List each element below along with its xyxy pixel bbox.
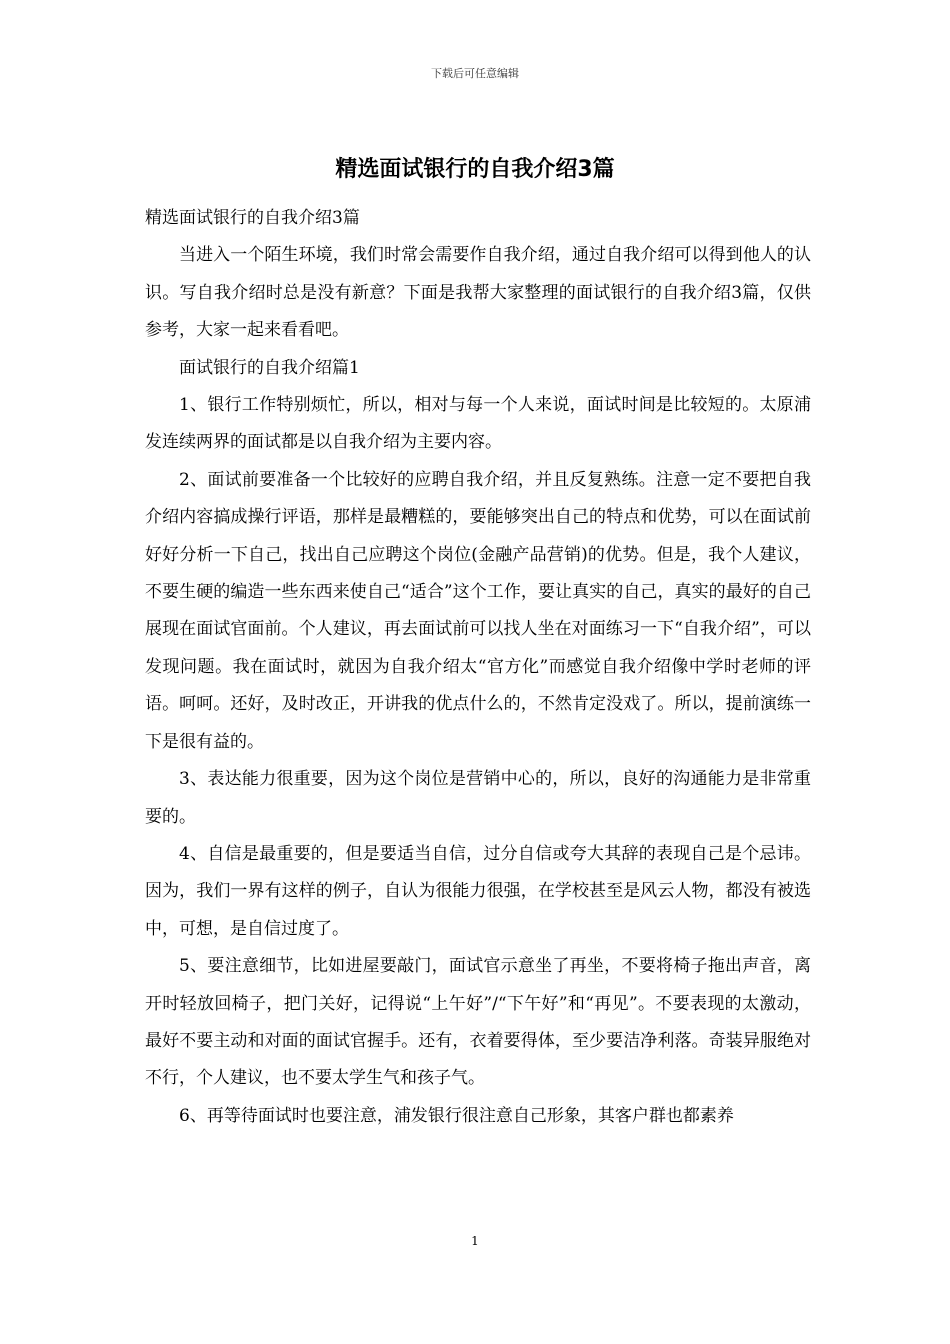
paragraph-item-1: 1、银行工作特别烦忙，所以，相对与每一个人来说，面试时间是比较短的。太原浦发连续两界的面试都是以自我介绍为主要内容。	[145, 395, 811, 453]
section-heading: 面试银行的自我介绍篇1	[179, 357, 360, 378]
document-title: 精选面试银行的自我介绍3篇	[335, 157, 615, 182]
paragraph-item-4: 4、自信是最重要的，但是要适当自信，过分自信或夸大其辞的表现自己是个忌讳。因为，我们一界有这样的例子，自认为很能力很强，在学校甚至是风云人物，都没有被选中，可想，是自信过度了。	[145, 843, 811, 939]
document-body	[145, 200, 811, 1135]
page-header: 下载后可任意编辑	[431, 67, 519, 80]
paragraph-intro: 当进入一个陌生环境，我们时常会需要作自我介绍，通过自我介绍可以得到他人的认识。写自我介绍时总是没有新意？下面是我帮大家整理的面试银行的自我介绍3篇，仅供参考，大家一起来看看吧。	[145, 245, 811, 341]
document-subtitle: 精选面试银行的自我介绍3篇	[145, 208, 360, 228]
paragraph-item-6: 6、再等待面试时也要注意，浦发银行很注意自己形象，其客户群也都素养	[179, 1105, 734, 1126]
page-number: 1	[471, 1234, 479, 1248]
paragraph-item-2: 2、面试前要准备一个比较好的应聘自我介绍，并且反复熟练。注意一定不要把自我介绍内容搞成操行评语，那样是最糟糕的，要能够突出自己的特点和优势，可以在面试前好好分析一下自己，找出自己应聘这个岗位(金融产品营销)的优势。但是，我个人建议，不要生硬的编造一些东西来使自己“适合”这个工作，要让真实的自己，真实的最好的自己展现在面试官面前。个人建议，再去面试前可以找人坐在对面练习一下“自我介绍”，可以发现问题。我在面试时，就因为自我介绍太“官方化”而感觉自我介绍像中学时老师的评语。呵呵。还好，及时改正，开讲我的优点什么的，不然肯定没戏了。所以，提前演练一下是很有益的。	[145, 469, 811, 752]
paragraph-item-3: 3、表达能力很重要，因为这个岗位是营销中心的，所以，良好的沟通能力是非常重要的。	[145, 769, 811, 827]
paragraph-item-5: 5、要注意细节，比如进屋要敲门，面试官示意坐了再坐，不要将椅子拖出声音，离开时轻放回椅子，把门关好，记得说“上午好”/“下午好”和“再见”。不要表现的太激动，最好不要主动和对面的面试官握手。还有，衣着要得体，至少要洁净利落。奇装异服绝对不行，个人建议，也不要太学生气和孩子气。	[145, 956, 811, 1089]
